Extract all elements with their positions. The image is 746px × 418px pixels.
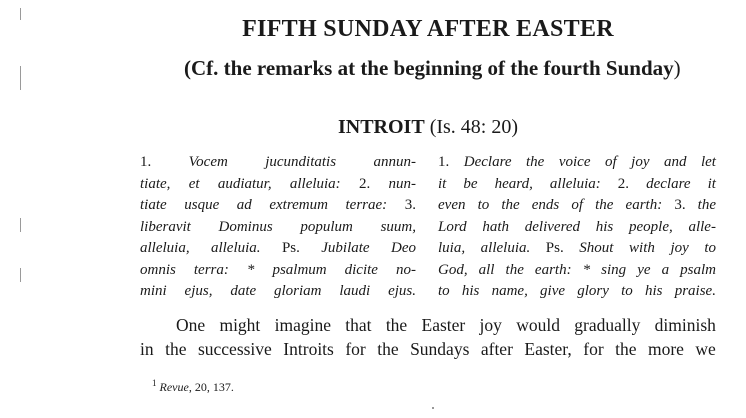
paragraph-word: Sundays: [410, 339, 470, 359]
paragraph-word: the: [615, 339, 637, 359]
english-line: [438, 195, 716, 217]
english-word: hath: [482, 218, 510, 235]
english-word: declare: [646, 175, 691, 192]
latin-word: alleluia.: [210, 240, 261, 256]
latin-word: extremum: [269, 197, 328, 213]
paragraph-word: in: [140, 339, 154, 359]
english-word: of: [571, 197, 584, 213]
latin-word: tiate: [140, 197, 167, 213]
english-line: [438, 281, 716, 303]
english-word: all: [478, 261, 495, 278]
latin-word: gloriam: [274, 283, 322, 299]
english-word: the: [526, 154, 545, 170]
english-line: [438, 152, 716, 174]
english-word: 2.: [617, 175, 630, 192]
english-word: name,: [491, 283, 528, 299]
latin-word: alleluia:: [289, 175, 341, 192]
paragraph-word: the: [385, 315, 408, 335]
latin-word: ejus.: [388, 283, 416, 299]
latin-word: Jubilate: [321, 240, 370, 256]
english-word: it: [707, 175, 716, 192]
paragraph-word: Easter,: [524, 339, 572, 359]
english-word: Declare: [463, 154, 512, 170]
english-word: the: [595, 197, 614, 213]
page-speck: [432, 407, 434, 409]
margin-mark: [20, 8, 21, 20]
latin-line: [140, 195, 416, 217]
paragraph-word: for: [345, 339, 366, 359]
latin-word: laudi: [339, 283, 371, 299]
paragraph-word: the: [377, 339, 399, 359]
paragraph-word: gradually: [574, 315, 641, 335]
english-word: his: [595, 218, 614, 235]
margin-mark: [20, 218, 21, 232]
english-line: [438, 217, 716, 239]
english-word: his: [644, 283, 663, 299]
paragraph-word: would: [516, 315, 560, 335]
english-word: God,: [438, 261, 468, 278]
english-word: the: [505, 261, 524, 278]
latin-word: Dominus: [218, 218, 273, 235]
english-word: delivered: [524, 218, 581, 235]
footnote: [152, 378, 234, 395]
english-column: [438, 152, 716, 303]
page-subtitle: [140, 55, 720, 82]
english-word: even: [438, 197, 466, 213]
latin-word: audiatur,: [217, 175, 272, 192]
paragraph-word: Easter: [421, 315, 466, 335]
latin-word: Ps.: [281, 240, 300, 256]
latin-word: mini: [140, 283, 167, 299]
english-word: ends: [531, 197, 560, 213]
commentary-paragraph: [140, 313, 716, 361]
paragraph-word: for: [583, 339, 604, 359]
paragraph-word: joy: [479, 315, 502, 335]
latin-word: liberavit: [140, 218, 191, 235]
english-word: give: [540, 283, 566, 299]
latin-word: tiate,: [140, 175, 171, 192]
english-word: sing: [601, 261, 627, 278]
english-word: let: [700, 154, 716, 170]
latin-word: terrae:: [345, 197, 388, 213]
english-line: [438, 260, 716, 282]
latin-word: *: [246, 261, 255, 278]
paragraph-word: might: [219, 315, 261, 335]
introit-heading: [140, 116, 716, 139]
paragraph-word: imagine: [274, 315, 331, 335]
english-word: psalm: [680, 261, 716, 278]
page-title: FIFTH SUNDAY AFTER EASTER: [242, 16, 614, 42]
paragraph-word: One: [176, 315, 206, 335]
latin-line: [140, 281, 416, 303]
paragraph-word: diminish: [654, 315, 716, 335]
english-word: the: [501, 197, 520, 213]
paragraph-word: after: [480, 339, 513, 359]
paragraph-word: the: [165, 339, 187, 359]
english-word: alle-: [688, 218, 716, 235]
english-word: heard,: [494, 175, 533, 192]
english-word: voice: [558, 154, 591, 170]
english-word: be: [463, 175, 478, 192]
english-word: and: [663, 154, 687, 170]
latin-word: 2.: [358, 175, 371, 192]
paragraph-word: successive: [197, 339, 272, 359]
english-word: glory: [577, 283, 609, 299]
english-word: of: [604, 154, 617, 170]
english-word: luia,: [438, 240, 466, 256]
latin-word: omnis: [140, 261, 176, 278]
paragraph-word: more: [647, 339, 684, 359]
subtitle-close-paren: ): [673, 56, 681, 80]
latin-word: ad: [236, 197, 252, 213]
english-word: praise.: [674, 283, 716, 299]
footnote-citation: , 20, 137.: [188, 380, 234, 394]
subtitle-text: (Cf. the remarks at the beginning of the fourth Sunday: [184, 56, 674, 80]
english-word: people,: [629, 218, 673, 235]
latin-word: 1.: [140, 154, 152, 170]
latin-word: date: [230, 283, 257, 299]
english-word: alleluia.: [480, 240, 531, 256]
english-word: Ps.: [545, 240, 564, 256]
english-line: [438, 238, 716, 260]
latin-word: suum,: [380, 218, 416, 235]
latin-line: [140, 238, 416, 260]
latin-word: et: [188, 175, 200, 192]
english-word: to: [438, 283, 450, 299]
latin-word: populum: [300, 218, 353, 235]
english-word: the: [697, 197, 716, 213]
latin-word: Vocem: [188, 154, 228, 170]
latin-word: jucunditatis: [265, 154, 337, 170]
english-word: joy: [670, 240, 689, 256]
latin-word: annun-: [373, 154, 416, 170]
latin-line: [140, 152, 416, 174]
english-word: alleluia:: [549, 175, 601, 192]
latin-word: psalmum: [272, 261, 327, 278]
english-word: a: [661, 261, 670, 278]
margin-mark: [20, 268, 21, 282]
latin-line: [140, 260, 416, 282]
english-word: with: [629, 240, 655, 256]
latin-line: [140, 217, 416, 239]
latin-word: terra:: [193, 261, 229, 278]
latin-word: 3.: [404, 197, 416, 213]
english-word: Shout: [579, 240, 614, 256]
latin-word: no-: [396, 261, 416, 278]
english-line: [438, 174, 716, 196]
latin-word: alleluia,: [140, 240, 190, 256]
latin-word: nun-: [388, 175, 416, 192]
latin-line: [140, 174, 416, 196]
paragraph-word: we: [695, 339, 716, 359]
paragraph-line: [140, 313, 716, 337]
english-word: to: [704, 240, 716, 256]
english-word: earth:: [534, 261, 572, 278]
latin-word: ejus,: [184, 283, 213, 299]
english-word: it: [438, 175, 447, 192]
latin-column: [140, 152, 416, 303]
paragraph-word: Introits: [283, 339, 334, 359]
introit-reference: (Is. 48: 20): [429, 116, 519, 138]
introit-label: INTROIT: [337, 116, 425, 138]
english-word: 3.: [674, 197, 686, 213]
footnote-source: Revue: [159, 380, 189, 394]
paragraph-line: [140, 337, 716, 361]
english-word: to: [621, 283, 633, 299]
margin-mark: [20, 66, 21, 90]
english-word: 1.: [438, 154, 450, 170]
english-word: ye: [637, 261, 651, 278]
latin-word: dicite: [344, 261, 378, 278]
footnote-marker: 1: [152, 378, 157, 388]
paragraph-word: that: [345, 315, 372, 335]
english-word: earth:: [625, 197, 663, 213]
english-word: to: [477, 197, 490, 213]
english-word: Lord: [438, 218, 467, 235]
english-word: joy: [631, 154, 650, 170]
latin-word: Deo: [390, 240, 416, 256]
english-word: his: [461, 283, 480, 299]
english-word: *: [582, 261, 591, 278]
latin-word: usque: [184, 197, 220, 213]
